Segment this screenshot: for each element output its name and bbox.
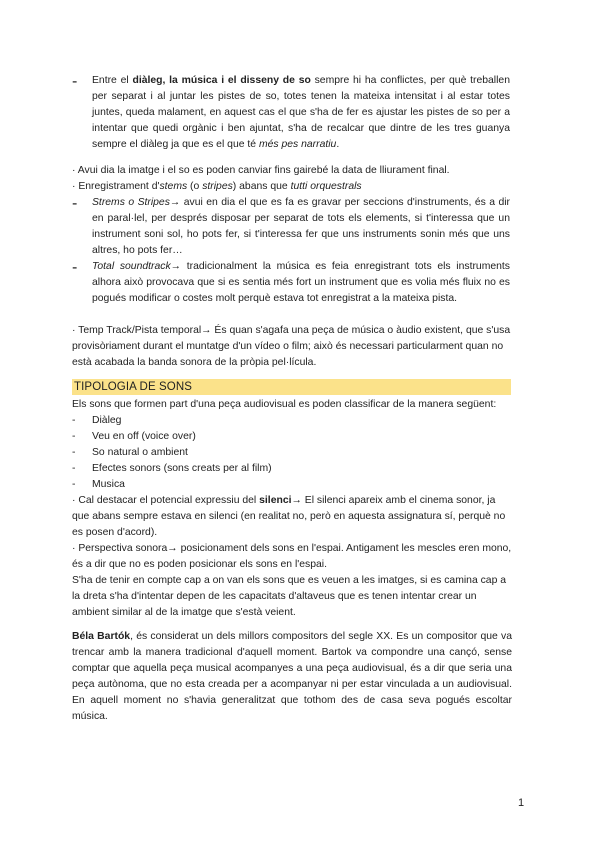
page-number: 1: [518, 797, 525, 809]
italic-text: tutti orquestrals: [290, 181, 362, 192]
list-item: [72, 429, 196, 445]
paragraph-bela-bartok: [72, 629, 512, 725]
paragraph-temp-track: · Temp Track/Pista temporal→ És quan s'agafa una peça de música o àudio existent, que s'usa provisòriament durant el muntatge d'un vídeo o film; això és necessari particularment quan no està acabada la banda sonora de la pròpia pel·lícula.: [72, 325, 511, 368]
italic-text: més pes narratiu: [258, 139, 337, 150]
text: → El silenci apareix amb el cinema sonor, ja que abans sempre estava en silenci (en realitat no, però en aquesta assignatura sí, perquè no es posen d'acord).: [72, 495, 506, 538]
text: Entre el: [92, 75, 133, 86]
bold-text: Béla Bartók: [72, 631, 131, 642]
paragraph-stems-stripes: [72, 195, 511, 259]
text: sempre hi ha conflictes, per què treballen per separat i al juntar les pistes de so, totes tenen la mateixa intensitat i al estar totes juntes, queda malament, en aquest cas el que s'ha de fer es ajustar les pistes de so per a intentar que quedi orgànic i ben ajuntat, s'ha de recalcar que dintre de les tres guanya sempre el diàleg ja que es el que té: [92, 75, 510, 150]
text: , és considerat un dels millors compositors del segle XX. Es un compositor que va trencar amb la manera tradicional d'aquell moment. Bartok va compondre una cançó, sense comptar que aquella peça musical acompanyes a una peça audiovisual, és a dir que seria una peça autònoma, que no esta creada per a acompanyar ni per estar vinculada a un audiovisual. En aquell moment no s'havia generalitzat que tothom des de casa seva pogués escoltar música.: [72, 631, 512, 722]
paragraph-dialog-conflicts: [72, 73, 510, 153]
paragraph-stems-recording: [72, 179, 512, 195]
bold-text: diàleg, la música i el disseny de so: [132, 75, 311, 86]
list-item: [72, 445, 188, 461]
text: .: [336, 139, 340, 150]
paragraph-total-soundtrack: [72, 259, 510, 307]
paragraph-silence: [72, 493, 512, 541]
text: · Cal destacar el potencial expressiu del: [72, 495, 260, 506]
list-dash: -: [72, 463, 76, 474]
text: (o: [187, 181, 203, 192]
list-dash: -: [72, 447, 76, 458]
italic-text: stripes: [202, 181, 233, 192]
list-item: [72, 461, 272, 477]
italic-text: Strems o Stripes: [92, 197, 170, 208]
paragraph-sound-direction: S'ha de tenir en compte cap a on van els sons que es veuen a les imatges, si es camina cap a la dreta s'ha d'intentar depen de les capacitats d'altaveus que es tenen intentar crear un ambient similar al de la imatge que s'està veient.: [72, 575, 507, 618]
text: · Enregistrament d': [72, 181, 160, 192]
list-item-label: So natural o ambient: [92, 447, 188, 458]
section-heading: TIPOLOGIA DE SONS: [74, 381, 193, 393]
italic-text: Total soundtrack: [92, 261, 171, 272]
list-dash: -: [72, 415, 76, 426]
italic-text: stems: [159, 181, 188, 192]
list-item: [72, 477, 125, 493]
list-dash: -: [72, 73, 78, 90]
list-item-label: Musica: [92, 479, 125, 490]
list-dash: -: [72, 479, 76, 490]
paragraph-sound-types-intro: Els sons que formen part d'una peça audiovisual es poden classificar de la manera següent:: [72, 399, 497, 410]
text: → tradicionalment la música es feia enregistrant tots els instruments alhora això provocava que si es sentia més fort un instrument que es volia més fluix no es pogués modificar o costes molt perquè estava tot enregistrat a la mateixa pista.: [92, 261, 510, 304]
list-item-label: Diàleg: [92, 415, 122, 426]
list-item-label: Veu en off (voice over): [92, 431, 196, 442]
text: → avui en dia el que es fa es gravar per seccions d'instruments, és a dir en paral·lel, per després disposar per separat de tots els elements, si t'interessa que un instrument soni sol, ho pots fer, si t'interessa fer que uns instruments sonin més que uns altres, ho pots fer…: [92, 197, 511, 256]
bold-text: silenci: [259, 495, 292, 506]
list-item-label: Efectes sonors (sons creats per al film): [92, 463, 272, 474]
list-dash: -: [72, 195, 78, 212]
list-dash: -: [72, 431, 76, 442]
list-dash: -: [72, 259, 78, 276]
paragraph-image-sound-change: · Avui dia la imatge i el so es poden canviar fins gairebé la data de lliurament final.: [72, 165, 450, 176]
list-item: [72, 413, 122, 429]
text: ) abans que: [232, 181, 291, 192]
paragraph-sound-perspective: · Perspectiva sonora→ posicionament dels sons en l'espai. Antigament les mescles eren mono, és a dir que no es poden posicionar els sons en l'espai.: [72, 543, 512, 570]
